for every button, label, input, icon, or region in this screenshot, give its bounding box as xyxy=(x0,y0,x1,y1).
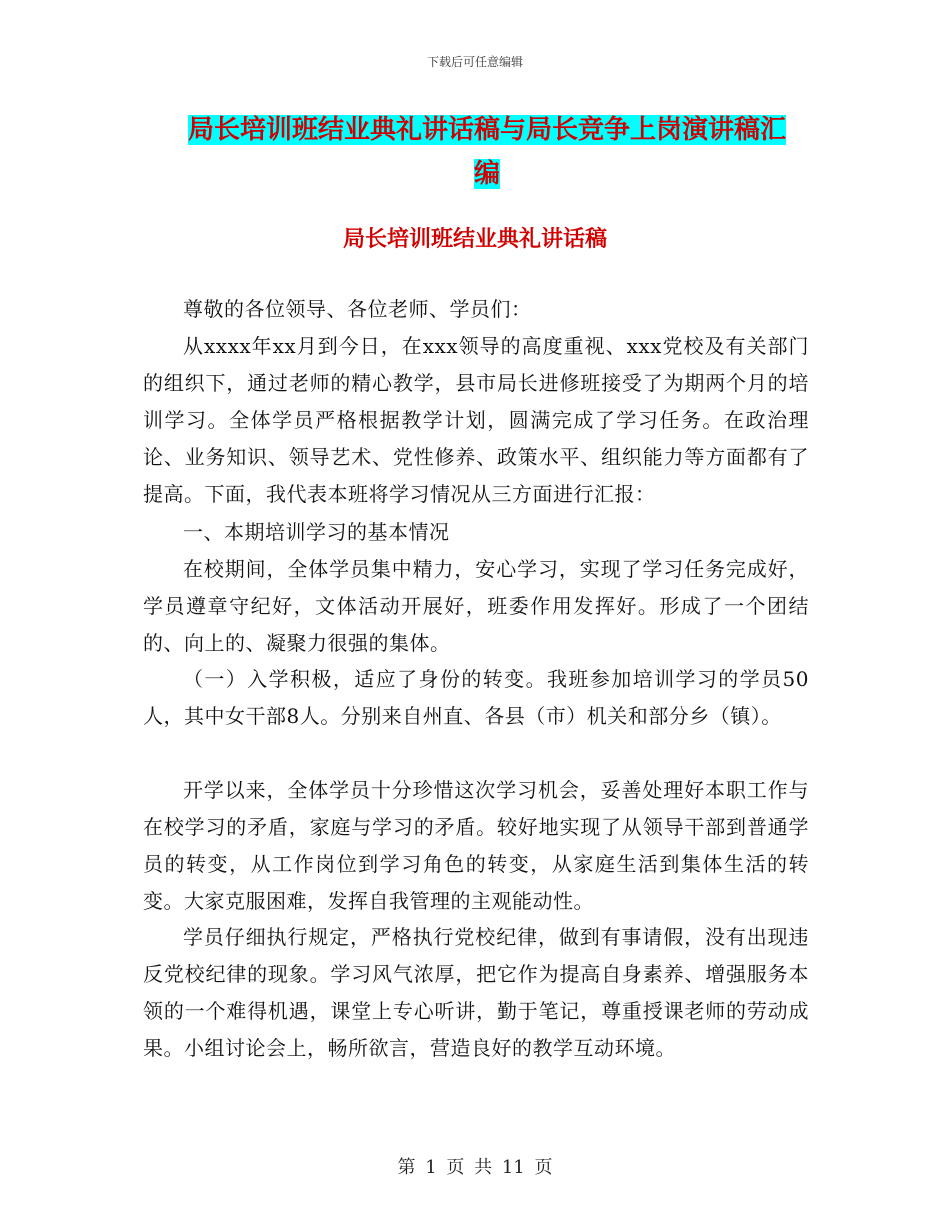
document-title-text-2: 编 xyxy=(473,159,500,189)
paragraph-text: 一、本期培训学习的基本情况 xyxy=(183,520,450,544)
paragraph-1 xyxy=(143,328,809,513)
paragraph-text: 从xxxx年xx月到今日，在xxx领导的高度重视、xxx党校及有关部门的组织下，通过老师的精心教学，县市局长进修班接受了为期两个月的培训学习。全体学员严格根据教学计划，圆满完成了学习任务。在政治理论、业务知识、领导艺术、党性修养、政策水平、组织能力等方面都有了提高。下面，我代表本班将学习情况从三方面进行汇报： xyxy=(143,334,809,506)
header-note: 下载后可任意编辑 xyxy=(426,55,523,69)
paragraph-text: 尊敬的各位领导、各位老师、学员们： xyxy=(183,297,532,321)
section-title: 局长培训班结业典礼讲话稿 xyxy=(342,226,607,252)
paragraph-text: （一）入学积极，适应了身份的转变。我班参加培训学习的学员50人，其中女干部8人。分别来自州直、各县（市）机关和部分乡（镇）。 xyxy=(143,667,809,728)
document-title-line-2 xyxy=(0,157,950,191)
page-number-footer: 第 1 页 共 11 页 xyxy=(397,1157,553,1178)
paragraph-text: 学员仔细执行规定，严格执行党校纪律，做到有事请假，没有出现违反党校纪律的现象。学习风气浓厚，把它作为提高自身素养、增强服务本领的一个难得机遇，课堂上专心听讲，勤于笔记，尊重授课老师的劳动成果。小组讨论会上，畅所欲言，营造良好的教学互动环境。 xyxy=(143,925,809,1060)
paragraph-4 xyxy=(143,661,809,735)
paragraph-5 xyxy=(143,772,809,920)
paragraph-text: 开学以来，全体学员十分珍惜这次学习机会，妥善处理好本职工作与在校学习的矛盾，家庭与学习的矛盾。较好地实现了从领导干部到普通学员的转变，从工作岗位到学习角色的转变，从家庭生活到集体生活的转变。大家克服困难，发挥自我管理的主观能动性。 xyxy=(143,778,809,913)
greeting-paragraph xyxy=(143,291,809,328)
paragraph-text: 在校期间，全体学员集中精力，安心学习，实现了学习任务完成好，学员遵章守纪好，文体活动开展好，班委作用发挥好。形成了一个团结的、向上的、凝聚力很强的集体。 xyxy=(143,557,809,655)
paragraph-3 xyxy=(143,551,809,662)
paragraph-6 xyxy=(143,919,809,1067)
document-title-text-1: 局长培训班结业典礼讲话稿与局长竞争上岗演讲稿汇 xyxy=(187,115,786,145)
subheading-1 xyxy=(143,514,809,551)
document-title-line-1 xyxy=(0,113,950,147)
